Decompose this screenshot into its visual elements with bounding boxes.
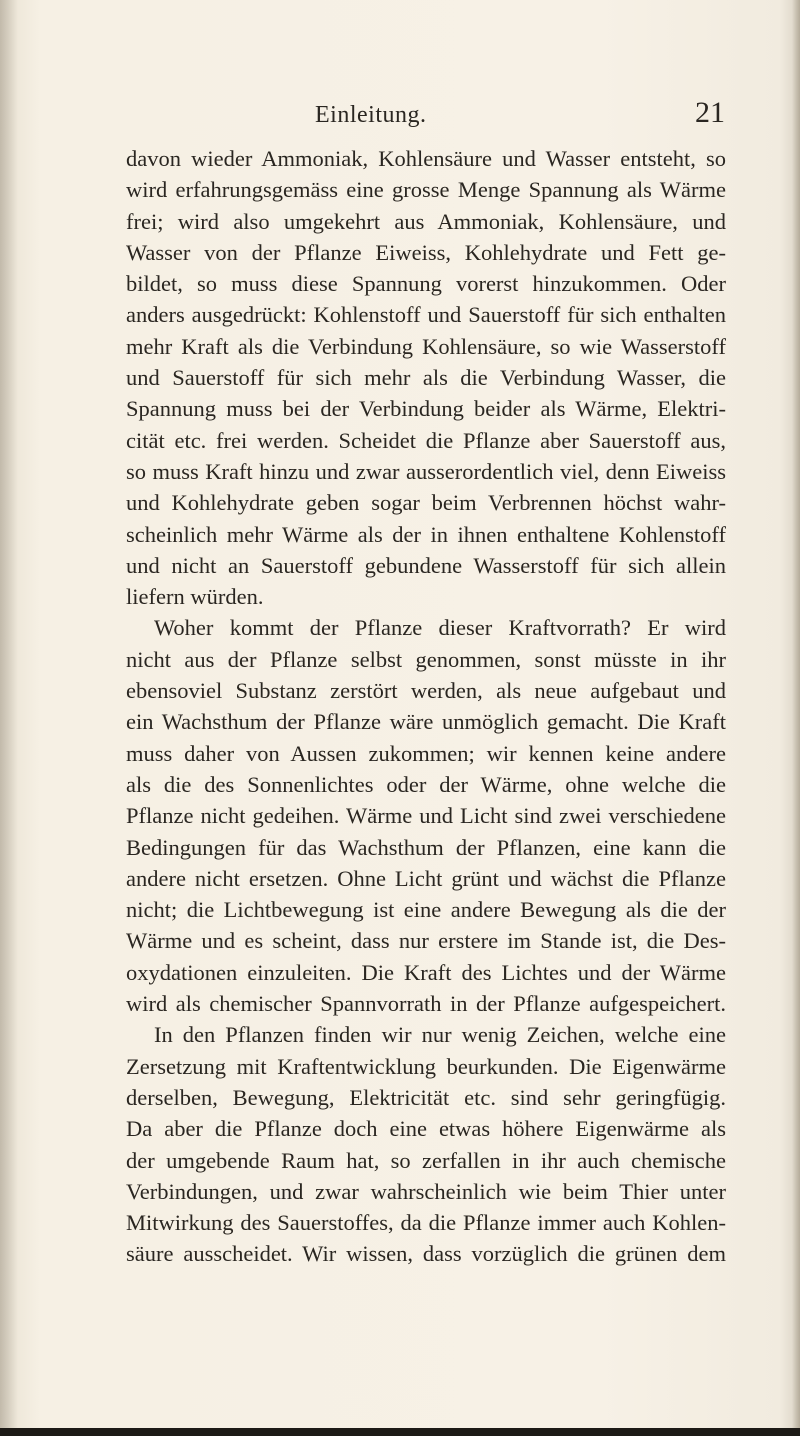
text-line: so muss Kraft hinzu und zwar ausserordentlich viel, denn Eiweiss: [126, 458, 726, 484]
text-line: derselben, Bewegung, Elektricität etc. sind sehr geringfügig.: [126, 1084, 726, 1110]
text-line: mehr Kraft als die Verbindung Kohlensäure, so wie Wasserstoff: [126, 333, 726, 359]
text-line: davon wieder Ammoniak, Kohlensäure und Wasser entsteht, so: [126, 146, 726, 171]
text-line: In den Pflanzen finden wir nur wenig Zeichen, welche eine: [154, 1022, 726, 1048]
text-line: Bedingungen für das Wachsthum der Pflanzen, eine kann die: [126, 834, 726, 860]
text-line: Woher kommt der Pflanze dieser Kraftvorrath? Er wird: [154, 615, 726, 641]
text-line: der umgebende Raum hat, so zerfallen in ihr auch chemische: [126, 1147, 726, 1173]
text-line: Zersetzung mit Kraftentwicklung beurkunden. Die Eigenwärme: [126, 1053, 726, 1079]
text-line: oxydationen einzuleiten. Die Kraft des Lichtes und der Wärme: [126, 959, 726, 985]
text-line: wird erfahrungsgemäss eine grosse Menge Spannung als Wärme: [126, 177, 726, 203]
text-line: wird als chemischer Spannvorrath in der Pflanze aufgespeichert.: [126, 991, 726, 1017]
text-line: ein Wachsthum der Pflanze wäre unmöglich gemacht. Die Kraft: [126, 709, 726, 735]
text-line: andere nicht ersetzen. Ohne Licht grünt und wächst die Pflanze: [126, 865, 726, 891]
text-line: Wasser von der Pflanze Eiweiss, Kohlehydrate und Fett ge-: [126, 239, 726, 265]
text-line: frei; wird also umgekehrt aus Ammoniak, Kohlensäure, und: [126, 208, 726, 234]
text-line: anders ausgedrückt: Kohlenstoff und Sauerstoff für sich enthalten: [126, 302, 726, 328]
body-text: [126, 143, 726, 1270]
text-line: und nicht an Sauerstoff gebundene Wasserstoff für sich allein: [126, 552, 726, 578]
text-line: ebensoviel Substanz zerstört werden, als neue aufgebaut und: [126, 678, 726, 704]
text-line: bildet, so muss diese Spannung vorerst hinzukommen. Oder: [126, 271, 726, 297]
text-line: Verbindungen, und zwar wahrscheinlich wie beim Thier unter: [126, 1178, 726, 1204]
page-header: [0, 96, 800, 136]
spine-shadow: [0, 0, 18, 1436]
text-line: und Kohlehydrate geben sogar beim Verbrennen höchst wahr-: [126, 490, 726, 516]
page-number: 21: [695, 96, 725, 129]
text-line: nicht aus der Pflanze selbst genommen, sonst müsste in ihr: [126, 646, 726, 672]
text-line: säure ausscheidet. Wir wissen, dass vorzüglich die grünen dem: [126, 1241, 726, 1267]
page-edge: [792, 0, 800, 1436]
running-title: Einleitung.: [315, 102, 427, 128]
text-line: und Sauerstoff für sich mehr als die Verbindung Wasser, die: [126, 365, 726, 391]
text-line: Da aber die Pflanze doch eine etwas höhere Eigenwärme als: [126, 1116, 726, 1142]
text-line: liefern würden.: [126, 584, 264, 610]
text-line: scheinlich mehr Wärme als der in ihnen enthaltene Kohlenstoff: [126, 521, 726, 547]
text-line: Pflanze nicht gedeihen. Wärme und Licht sind zwei verschiedene: [126, 803, 726, 829]
text-line: nicht; die Lichtbewegung ist eine andere Bewegung als die der: [126, 897, 726, 923]
text-line: muss daher von Aussen zukommen; wir kennen keine andere: [126, 740, 726, 766]
bottom-edge: [0, 1428, 800, 1436]
text-line: Spannung muss bei der Verbindung beider als Wärme, Elektri-: [126, 396, 726, 422]
text-line: als die des Sonnenlichtes oder der Wärme, ohne welche die: [126, 771, 726, 797]
text-line: Wärme und es scheint, dass nur erstere im Stande ist, die Des-: [126, 928, 726, 954]
text-line: Mitwirkung des Sauerstoffes, da die Pflanze immer auch Kohlen-: [126, 1210, 726, 1236]
text-line: cität etc. frei werden. Scheidet die Pflanze aber Sauerstoff aus,: [126, 427, 726, 453]
